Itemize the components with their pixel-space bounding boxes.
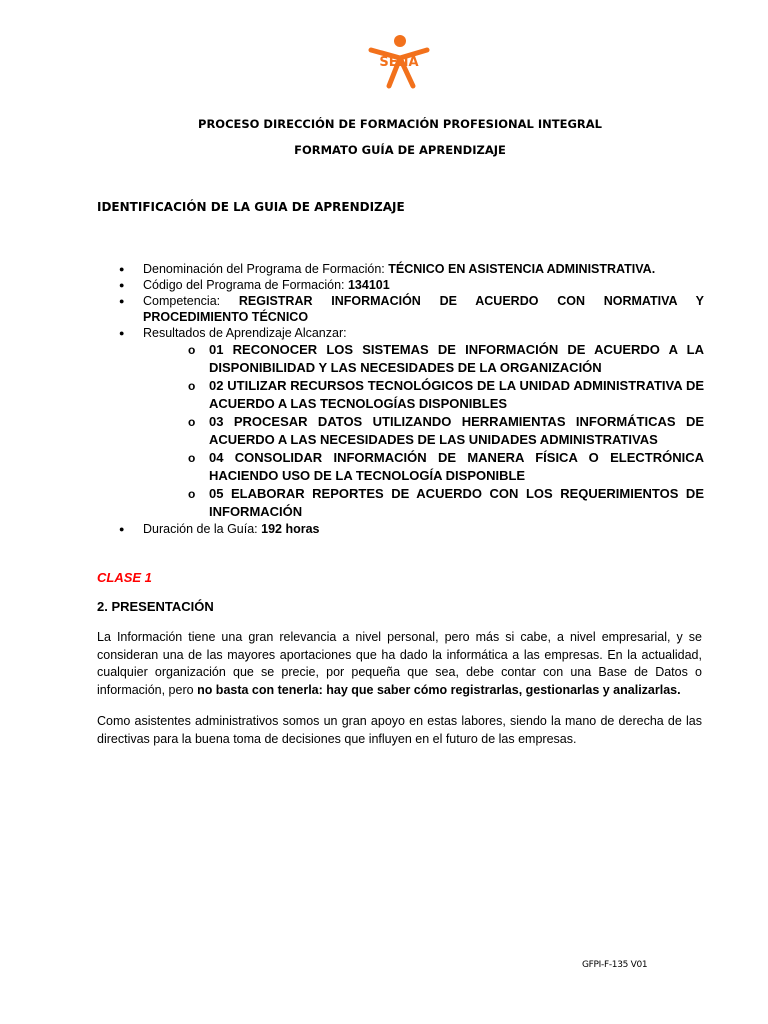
presentation-paragraph-1 — [97, 629, 702, 699]
code-value: 134101 — [347, 278, 390, 292]
result-item: o 03 PROCESAR DATOS UTILIZANDO HERRAMIENTAS INFORMÁTICAS DE ACUERDO A LAS NECESIDADES DE LAS UNIDADES ADMINISTRATIVAS — [188, 413, 704, 449]
class-title: CLASE 1 — [97, 570, 152, 585]
format-title: FORMATO GUÍA DE APRENDIZAJE — [294, 143, 506, 157]
results-item — [122, 325, 704, 521]
presentation-paragraph-2: Como asistentes administrativos somos un gran apoyo en estas labores, siendo la mano de derecha de las directivas para la buena toma de decisiones que influyen en el futuro de las empresas. — [97, 714, 702, 746]
paragraph-1-text: La Información tiene una gran relevancia a nivel personal, pero más si cabe, a nivel empresarial, y se consideran una de las mayores aportaciones que ha dado la informática a las empresas. En la actualidad, cualquier organización que se precie, por pequeña que sea, debe contar con una Base de Datos o información, pero — [97, 630, 702, 697]
result-item: o 05 ELABORAR REPORTES DE ACUERDO CON LOS REQUERIMIENTOS DE INFORMACIÓN — [188, 485, 704, 521]
section-title: 2. PRESENTACIÓN — [97, 599, 214, 614]
duration-item — [122, 521, 704, 537]
duration-label: Duración de la Guía: — [143, 522, 262, 536]
result-item: o 02 UTILIZAR RECURSOS TECNOLÓGICOS DE LA UNIDAD ADMINISTRATIVA DE ACUERDO A LAS TECNOLOGÍAS DISPONIBLES — [188, 377, 704, 413]
result-item: o 01 RECONOCER LOS SISTEMAS DE INFORMACIÓN DE ACUERDO A LA DISPONIBILIDAD Y LAS NECESIDADES DE LA ORGANIZACIÓN — [188, 341, 704, 377]
sena-logo-text: SENA — [379, 55, 419, 70]
sena-logo — [367, 34, 431, 100]
result-item: o 04 CONSOLIDAR INFORMACIÓN DE MANERA FÍSICA O ELECTRÓNICA HACIENDO USO DE LA TECNOLOGÍA DISPONIBLE — [188, 449, 704, 485]
results-label: Resultados de Aprendizaje Alcanzar: — [143, 326, 347, 340]
competence-value: REGISTRAR INFORMACIÓN DE ACUERDO CON NORMATIVA Y PROCEDIMIENTO TÉCNICO — [143, 294, 704, 324]
footer-code: GFPI-F-135 V01 — [582, 960, 648, 970]
process-title: PROCESO DIRECCIÓN DE FORMACIÓN PROFESIONAL INTEGRAL — [198, 117, 602, 131]
results-list — [143, 341, 704, 521]
code-item — [122, 277, 704, 293]
program-label: Denominación del Programa de Formación: — [143, 262, 389, 276]
identification-list — [122, 261, 704, 537]
competence-item — [122, 293, 704, 325]
competence-label: Competencia: — [143, 294, 239, 308]
program-item — [122, 261, 704, 277]
paragraph-1-emphasis: no basta con tenerla: hay que saber cómo registrarlas, gestionarlas y analizarlas. — [197, 682, 681, 697]
identification-heading: IDENTIFICACIÓN DE LA GUIA DE APRENDIZAJE — [97, 200, 405, 214]
duration-value: 192 horas — [261, 522, 320, 536]
program-value: TÉCNICO EN ASISTENCIA ADMINISTRATIVA. — [388, 262, 656, 276]
code-label: Código del Programa de Formación: — [143, 278, 348, 292]
